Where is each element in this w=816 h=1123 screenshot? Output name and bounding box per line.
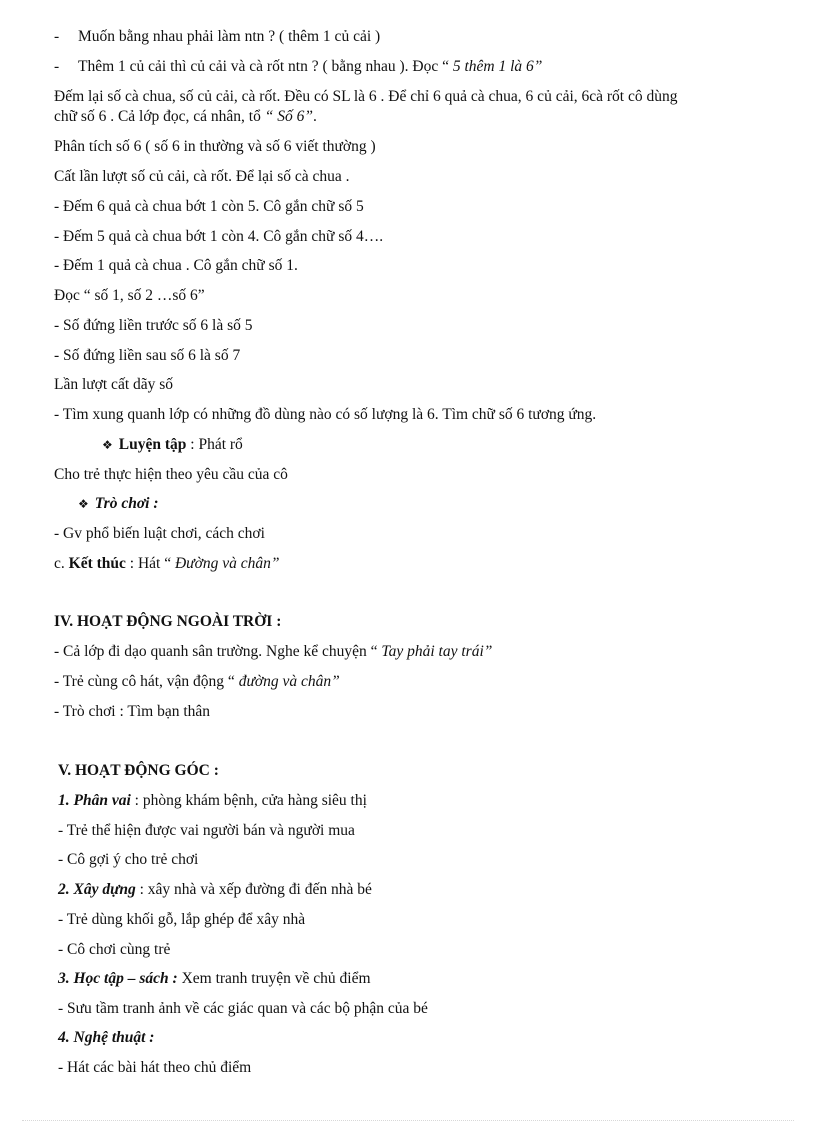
list-item: - Muốn bằng nhau phải làm ntn ? ( thêm 1 củ cải ) <box>54 28 381 45</box>
section-heading: ❖ Luyện tập : Phát rổ <box>102 436 243 453</box>
list-item: - Hát các bài hát theo chủ điểm <box>58 1059 252 1076</box>
list-item: - Sưu tầm tranh ảnh về các giác quan và các bộ phận của bé <box>58 1000 428 1017</box>
page-bottom-divider <box>22 1120 794 1121</box>
list-item: - Đếm 6 quả cà chua bớt 1 còn 5. Cô gắn chữ số 5 <box>54 198 364 215</box>
subsection-line: 3. Học tập – sách : Xem tranh truyện về chủ điểm <box>58 970 371 987</box>
list-item: - Cô chơi cùng trẻ <box>58 941 171 958</box>
list-item: - Trẻ thể hiện được vai người bán và người mua <box>58 822 355 839</box>
section-heading: ❖ Trò chơi : <box>78 495 159 512</box>
list-item: - Trò chơi : Tìm bạn thân <box>54 703 211 720</box>
paragraph-line: c. Kết thúc : Hát “ Đường và chân” <box>54 555 280 572</box>
paragraph-line: Phân tích số 6 ( số 6 in thường và số 6 viết thường ) <box>54 138 376 155</box>
list-item: - Trẻ cùng cô hát, vận động “ đường và chân” <box>54 673 340 690</box>
diamond-bullet-icon: ❖ <box>102 438 113 452</box>
paragraph-line: chữ số 6 . Cả lớp đọc, cá nhân, tổ “ Số 6”. <box>54 108 317 125</box>
list-item: - Đếm 1 quả cà chua . Cô gắn chữ số 1. <box>54 257 298 274</box>
paragraph-line: Đếm lại số cà chua, số củ cải, cà rốt. Đều có SL là 6 . Để chỉ 6 quả cà chua, 6 củ cải, 6cà rốt cô dùng <box>54 88 678 105</box>
list-item: - Số đứng liền trước số 6 là số 5 <box>54 317 253 334</box>
subsection-line: 4. Nghệ thuật : <box>58 1029 155 1046</box>
list-item: - Cô gợi ý cho trẻ chơi <box>58 851 199 868</box>
diamond-bullet-icon: ❖ <box>78 497 89 511</box>
section-title: IV. HOẠT ĐỘNG NGOÀI TRỜI : <box>54 613 282 630</box>
paragraph-line: Cho trẻ thực hiện theo yêu cầu của cô <box>54 466 288 483</box>
list-item: - Tìm xung quanh lớp có những đồ dùng nào có số lượng là 6. Tìm chữ số 6 tương ứng. <box>54 406 597 423</box>
subsection-line: 1. Phân vai : phòng khám bệnh, cửa hàng siêu thị <box>58 792 367 809</box>
list-item: - Cả lớp đi dạo quanh sân trường. Nghe kể chuyện “ Tay phải tay trái” <box>54 643 493 660</box>
list-item: - Gv phổ biến luật chơi, cách chơi <box>54 525 265 542</box>
list-item: - Thêm 1 củ cải thì củ cải và cà rốt ntn ? ( bằng nhau ). Đọc “ 5 thêm 1 là 6” <box>54 58 543 75</box>
paragraph-line: Cất lần lượt số củ cải, cà rốt. Để lại số cà chua . <box>54 168 350 185</box>
section-title: V. HOẠT ĐỘNG GÓC : <box>58 762 219 779</box>
list-item: - Đếm 5 quả cà chua bớt 1 còn 4. Cô gắn chữ số 4…. <box>54 228 384 245</box>
paragraph-line: Lần lượt cất dãy số <box>54 376 174 393</box>
subsection-line: 2. Xây dựng : xây nhà và xếp đường đi đến nhà bé <box>58 881 372 898</box>
list-item: - Trẻ dùng khối gỗ, lắp ghép để xây nhà <box>58 911 306 928</box>
paragraph-line: Đọc “ số 1, số 2 …số 6” <box>54 287 205 304</box>
list-item: - Số đứng liền sau số 6 là số 7 <box>54 347 241 364</box>
